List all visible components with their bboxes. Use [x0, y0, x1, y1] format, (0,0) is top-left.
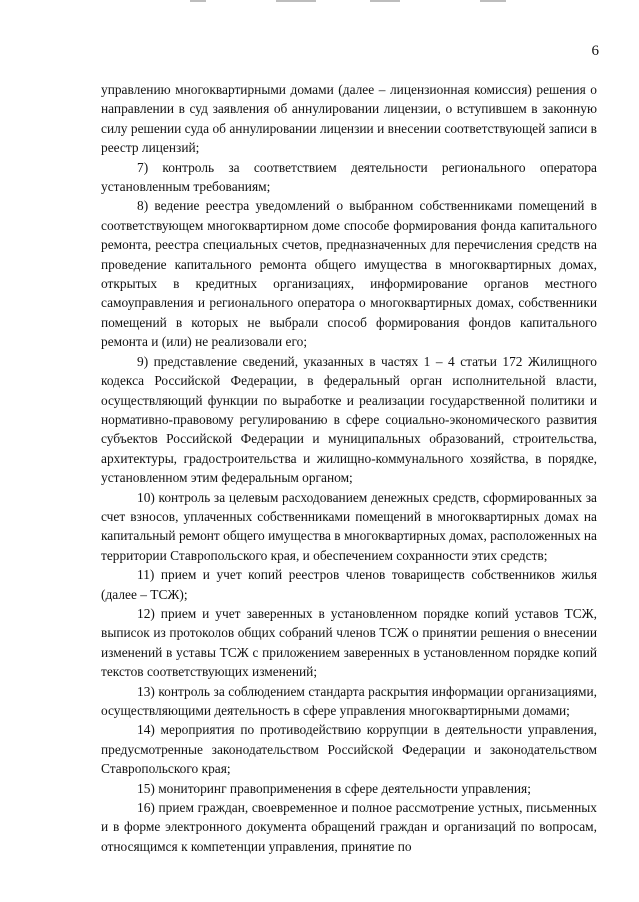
paragraph-item-13: 13) контроль за соблюдением стандарта раскрытия информации организациями, осуществляющими деятельность в сфере управления многоквартирными домами;: [101, 683, 597, 718]
paragraph-item-11: 11) прием и учет копий реестров членов товариществ собственников жилья (далее – ТСЖ);: [101, 567, 597, 602]
paragraph-item-15: 15) мониторинг правоприменения в сфере деятельности управления;: [137, 780, 531, 796]
paragraph-item-9: 9) представление сведений, указанных в частях 1 – 4 статьи 172 Жилищного кодекса Российской Федерации, в федеральный орган исполнительной власти, осуществляющий функции по выработке и реализации государственной политики и нормативно-правовому регулированию в сфере социально-экономического развития субъектов Российской Федерации и муниципальных образований, строительства, архитектуры, градостроительства и жилищно-коммунального хозяйства, в порядке, установленном этим федеральным органом;: [101, 353, 597, 486]
paragraph-item-16: 16) прием граждан, своевременное и полное рассмотрение устных, письменных и в форме электронного документа обращений граждан и организаций по вопросам, относящимся к компетенции управления, принятие по: [101, 800, 597, 854]
paragraph-item-7: 7) контроль за соответствием деятельности регионального оператора установленным требованиям;: [101, 159, 597, 195]
paragraph-item-14: 14) мероприятия по противодействию коррупции в деятельности управления, предусмотренные законодательством Российской Федерации и законодательством Ставропольского края;: [101, 722, 597, 777]
paragraph-item-12: 12) прием и учет заверенных в установленном порядке копий уставов ТСЖ, выписок из протоколов общих собраний членов ТСЖ о принятии решения о внесении изменений в уставы ТСЖ с приложением заверенных в установленном порядке копий текстов соответствующих изменений;: [101, 605, 597, 680]
paragraph-item-10: 10) контроль за целевым расходованием денежных средств, сформированных за счет взносов, уплаченных собственниками помещений в многоквартирных домах на капитальный ремонт общего имущества в многоквартирных домах, расположенных на территории Ставропольского края, и обеспечением сохранности этих средств;: [101, 489, 597, 563]
paragraph-item-8: 8) ведение реестра уведомлений о выбранном собственниками помещений в соответствующем многоквартирном доме способе формирования фонда капитального ремонта, реестра специальных счетов, предназначенных для перечисления средств на проведение капитального ремонта общего имущества в многоквартирных домах, открытых в кредитных организациях, информирование органов местного самоуправления и регионального оператора о многоквартирных домах, собственники помещений в которых не выбрали способ формирования фондов капитального ремонта и (или) не реализовали его;: [101, 198, 597, 350]
paragraph-continuation: управлению многоквартирными домами (далее – лицензионная комиссия) решения о направлении в суд заявления об аннулировании лицензии, о вступившем в законную силу решении суда об аннулировании лицензии и внесении соответствующей записи в реестр лицензий;: [101, 82, 597, 156]
page-number: 6: [591, 43, 599, 59]
scan-artifact-marks: [180, 0, 560, 4]
document-body: [101, 80, 597, 856]
